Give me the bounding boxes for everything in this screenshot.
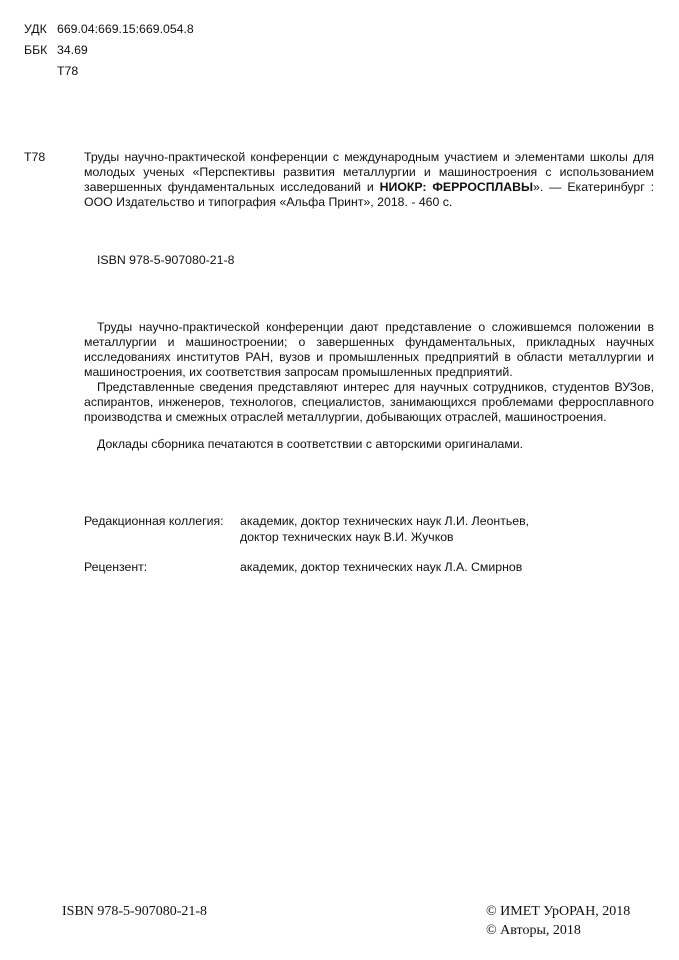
reviewer-label: Рецензент: <box>84 560 148 574</box>
author-mark: Т78 <box>57 64 79 78</box>
editorial-board-member-1: академик, доктор технических наук Л.И. Леонтьев, <box>240 514 530 528</box>
annotation <box>84 320 654 425</box>
copyright-institute: © ИМЕТ УрОРАН, 2018 <box>486 904 631 919</box>
reviewer-name: академик, доктор технических наук Л.А. Смирнов <box>240 560 523 574</box>
bibliographic-mark: Т78 <box>24 150 46 164</box>
bbk-value: 34.69 <box>57 43 88 57</box>
bibliographic-text-part2: ». — Екатеринбург : ООО Издательство и типография «Альфа Принт», 2018. - 460 с. <box>84 180 654 209</box>
bibliographic-text-bold: НИОКР: ФЕРРОСПЛАВЫ <box>379 180 534 194</box>
originals-note: Доклады сборника печатаются в соответствии с авторскими оригиналами. <box>97 437 524 451</box>
udk-value: 669.04:669.15:669.054.8 <box>57 22 194 36</box>
editorial-board-label: Редакционная коллегия: <box>84 514 224 528</box>
bibliographic-description <box>84 150 654 210</box>
annotation-paragraph-1: Труды научно-практической конференции дают представление о сложившемся положении в металлургии и машиностроении; о завершенных фундаментальных, прикладных научных исследованиях институтов РАН, вузов и промышленных предприятий в области металлургии и машиностроения, их соответствия запросам промышленных предприятий. <box>84 320 654 379</box>
annotation-paragraph-2: Представленные сведения представляют интерес для научных сотрудников, студентов ВУЗов, аспирантов, инженеров, технологов, специалистов, занимающихся проблемами ферросплавного производства и смежных отраслей металлургии, добывающих отраслей, машиностроения. <box>84 380 654 424</box>
copyright-authors: © Авторы, 2018 <box>486 923 581 938</box>
udk-label: УДК <box>24 22 47 36</box>
udk-line <box>24 22 194 37</box>
footer-isbn: ISBN 978-5-907080-21-8 <box>62 904 208 919</box>
bibliographic-text-part1: Труды научно-практической конференции с международным участием и элементами школы для молодых ученых «Перспективы развития металлургии и машиностроения с использованием завершенных фундаментальных исследований и <box>84 150 654 194</box>
editorial-board-member-2: доктор технических наук В.И. Жучков <box>240 530 454 544</box>
bbk-line <box>24 43 88 58</box>
bbk-label: ББК <box>24 43 48 57</box>
isbn-top: ISBN 978-5-907080-21-8 <box>97 253 235 267</box>
